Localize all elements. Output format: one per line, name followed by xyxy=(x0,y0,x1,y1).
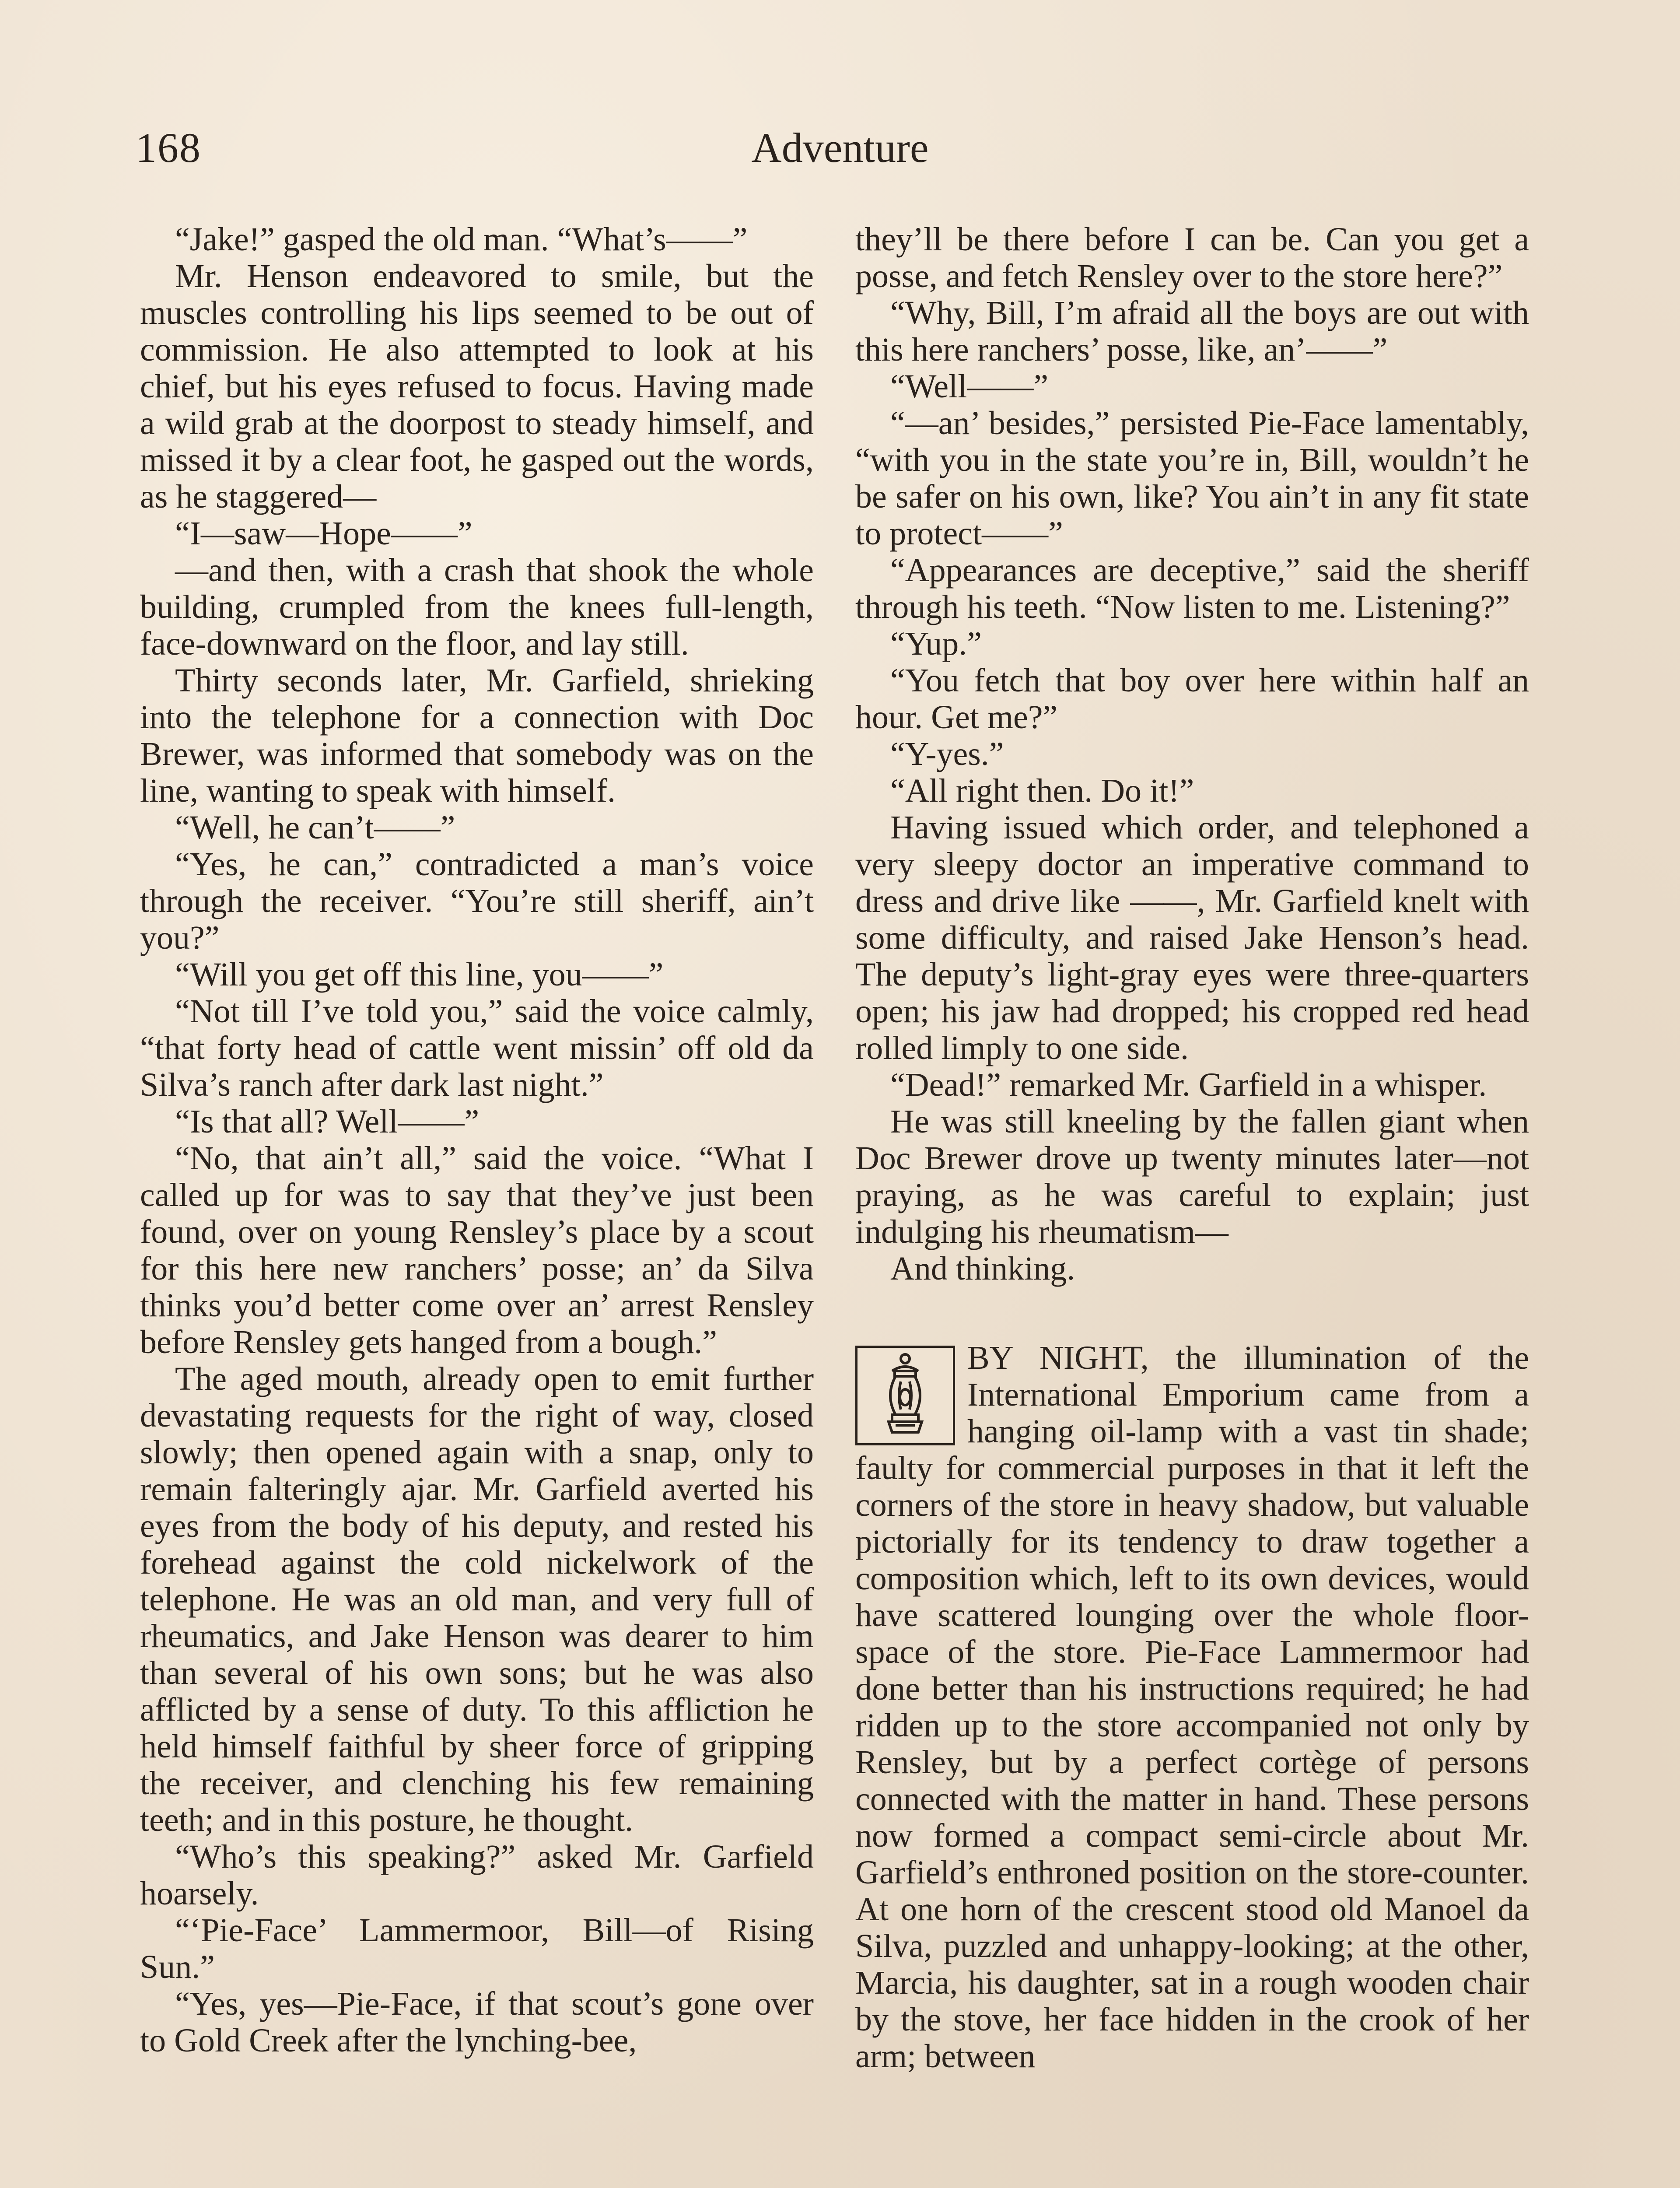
paragraph: “Jake!” gasped the old man. “What’s——” xyxy=(175,221,748,258)
paragraph: “Is that all? Well——” xyxy=(175,1103,480,1140)
running-head: Adventure xyxy=(751,124,929,171)
paragraph: “Appearances are deceptive,” said the sheriff through his teeth. “Now listen to me. Listening?” xyxy=(855,552,1529,625)
paragraph: “Y-yes.” xyxy=(890,736,1004,772)
page-number: 168 xyxy=(136,124,201,171)
section-paragraph: BY NIGHT, the illumination of the International Emporium came from a hanging oil-lamp with a vast tin shade; faulty for commercial purposes in that it left the corners of the store in heavy shadow, but valuable pictorially for its tendency to draw together a composition which, left to its own devices, would have scattered lounging over the whole floor-space of the store. Pie-Face Lammermoor had done better than his instructions required; he had ridden up to the store accompanied not only by Rensley, but by a perfect cortège of persons connected with the matter in hand. These persons now formed a compact semi-circle about Mr. Garfield’s enthroned position on the store-counter. At one horn of the crescent stood old Manoel da Silva, puzzled and unhappy-looking; at the other, Marcia, his daughter, sat in a rough wooden chair by the stove, her face hidden in the crook of her arm; between xyxy=(855,1339,1529,2075)
paragraph: “Will you get off this line, you——” xyxy=(175,956,664,993)
paragraph: “Not till I’ve told you,” said the voice calmly, “that forty head of cattle went missin’ off old da Silva’s ranch after dark last night.” xyxy=(140,993,814,1103)
paragraph: “—an’ besides,” persisted Pie-Face lamentably, “with you in the state you’re in, Bill, wouldn’t he be safer on his own, like? You ain’t in any fit state to protect——” xyxy=(855,405,1529,552)
paragraph: “Yes, yes—Pie-Face, if that scout’s gone over to Gold Creek after the lynching-bee, xyxy=(140,1985,814,2059)
paragraph: they’ll be there before I can be. Can you get a posse, and fetch Rensley over to the store here?” xyxy=(855,221,1529,295)
paragraph: “All right then. Do it!” xyxy=(890,772,1194,809)
paragraph: “Yup.” xyxy=(890,625,982,662)
paragraph: “I—saw—Hope——” xyxy=(175,515,472,552)
paragraph: —and then, with a crash that shook the whole building, crumpled from the knees full-length, face-downward on the floor, and lay still. xyxy=(140,552,814,662)
paragraph: “Yes, he can,” contradicted a man’s voice through the receiver. “You’re still sheriff, ain’t you?” xyxy=(140,846,814,956)
paragraph: “Dead!” remarked Mr. Garfield in a whisper. xyxy=(890,1066,1487,1103)
paragraph: “Well, he can’t——” xyxy=(175,809,455,846)
lantern-icon xyxy=(866,1352,945,1439)
paragraph: The aged mouth, already open to emit further devastating requests for the right of way, closed slowly; then opened again with a snap, only to remain falteringly ajar. Mr. Garfield averted his eyes from the body of his deputy, and rested his forehead against the cold nickelwork of the telephone. He was an old man, and very full of rheumatics, and Jake Henson was dearer to him than several of his own sons; but he was also afflicted by a sense of duty. To this affliction he held himself faithful by sheer force of gripping the receiver, and clenching his few remaining teeth; and in this posture, he thought. xyxy=(140,1360,814,1838)
paragraph: And thinking. xyxy=(890,1250,1075,1287)
paragraph: “Well——” xyxy=(890,368,1049,405)
paragraph: Having issued which order, and telephoned a very sleepy doctor an imperative command to dress and drive like ——, Mr. Garfield knelt with some difficulty, and raised Jake Henson’s head. The deputy’s light-gray eyes were three-quarters open; his jaw had dropped; his cropped red head rolled limply to one side. xyxy=(855,809,1529,1066)
right-column xyxy=(855,221,1529,2075)
paragraph: “No, that ain’t all,” said the voice. “What I called up for was to say that they’ve just been found, over on young Rensley’s place by a scout for this here new ranchers’ posse; an’ da Silva thinks you’d better come over an’ arrest Rensley before Rensley gets hanged from a bough.” xyxy=(140,1140,814,1360)
section-break xyxy=(855,1287,1529,1339)
paragraph: “Who’s this speaking?” asked Mr. Garfield hoarsely. xyxy=(140,1838,814,1912)
paragraph: Thirty seconds later, Mr. Garfield, shrieking into the telephone for a connection with Doc Brewer, was informed that somebody was on the line, wanting to speak with himself. xyxy=(140,662,814,809)
paragraph: “Why, Bill, I’m afraid all the boys are out with this here ranchers’ posse, like, an’——” xyxy=(855,295,1529,368)
paragraph: “You fetch that boy over here within half an hour. Get me?” xyxy=(855,662,1529,736)
paragraph: Mr. Henson endeavored to smile, but the muscles controlling his lips seemed to be out of commission. He also attempted to look at his chief, but his eyes refused to focus. Having made a wild grab at the doorpost to steady himself, and missed it by a clear foot, he gasped out the words, as he staggered— xyxy=(140,258,814,515)
paragraph: “‘Pie-Face’ Lammermoor, Bill—of Rising Sun.” xyxy=(140,1912,814,1985)
left-column xyxy=(140,221,814,2059)
paragraph: He was still kneeling by the fallen giant when Doc Brewer drove up twenty minutes later—not praying, as he was careful to explain; just indulging his rheumatism— xyxy=(855,1103,1529,1250)
lantern-ornament xyxy=(855,1346,955,1445)
